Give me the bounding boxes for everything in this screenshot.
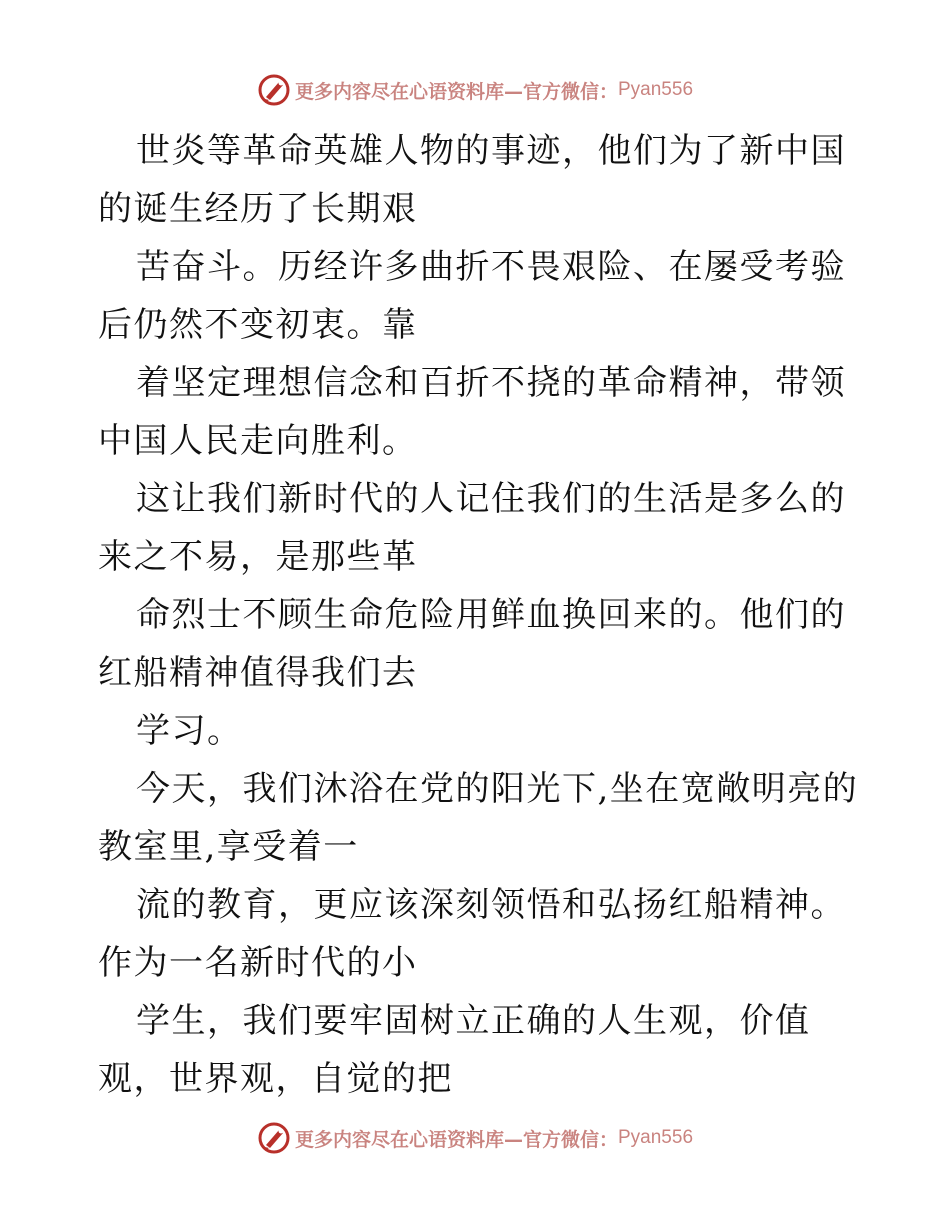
paragraph: 这让我们新时代的人记住我们的生活是多么的来之不易，是那些革: [98, 479, 846, 577]
paragraph: 学生，我们要牢固树立正确的人生观，价值观，世界观，自觉的把: [98, 1001, 811, 1099]
header-watermark-id: Pyan556: [618, 79, 694, 100]
document-body: [98, 122, 868, 1108]
paragraph: 苦奋斗。历经许多曲折不畏艰险、在屡受考验后仍然不变初衷。靠: [98, 247, 846, 345]
header-watermark: [0, 70, 950, 110]
paragraph: 今天，我们沐浴在党的阳光下,坐在宽敞明亮的教室里,享受着一: [98, 769, 859, 867]
paragraph: 学习。: [136, 711, 243, 751]
paragraph: 流的教育，更应该深刻领悟和弘扬红船精神。作为一名新时代的小: [98, 885, 846, 983]
paragraph: 世炎等革命英雄人物的事迹，他们为了新中国的诞生经历了长期艰: [98, 131, 846, 229]
pen-logo-icon: [257, 73, 291, 107]
paragraph: 命烈士不顾生命危险用鲜血换回来的。他们的红船精神值得我们去: [98, 595, 846, 693]
paragraph: 着坚定理想信念和百折不挠的革命精神，带领中国人民走向胜利。: [98, 363, 846, 461]
header-watermark-text: 更多内容尽在心语资料库—官方微信：: [294, 80, 618, 103]
footer-watermark-text: 更多内容尽在心语资料库—官方微信：: [294, 1128, 618, 1151]
footer-watermark-id: Pyan556: [618, 1127, 694, 1148]
footer-watermark: [0, 1118, 950, 1158]
pen-logo-icon: [257, 1121, 291, 1155]
